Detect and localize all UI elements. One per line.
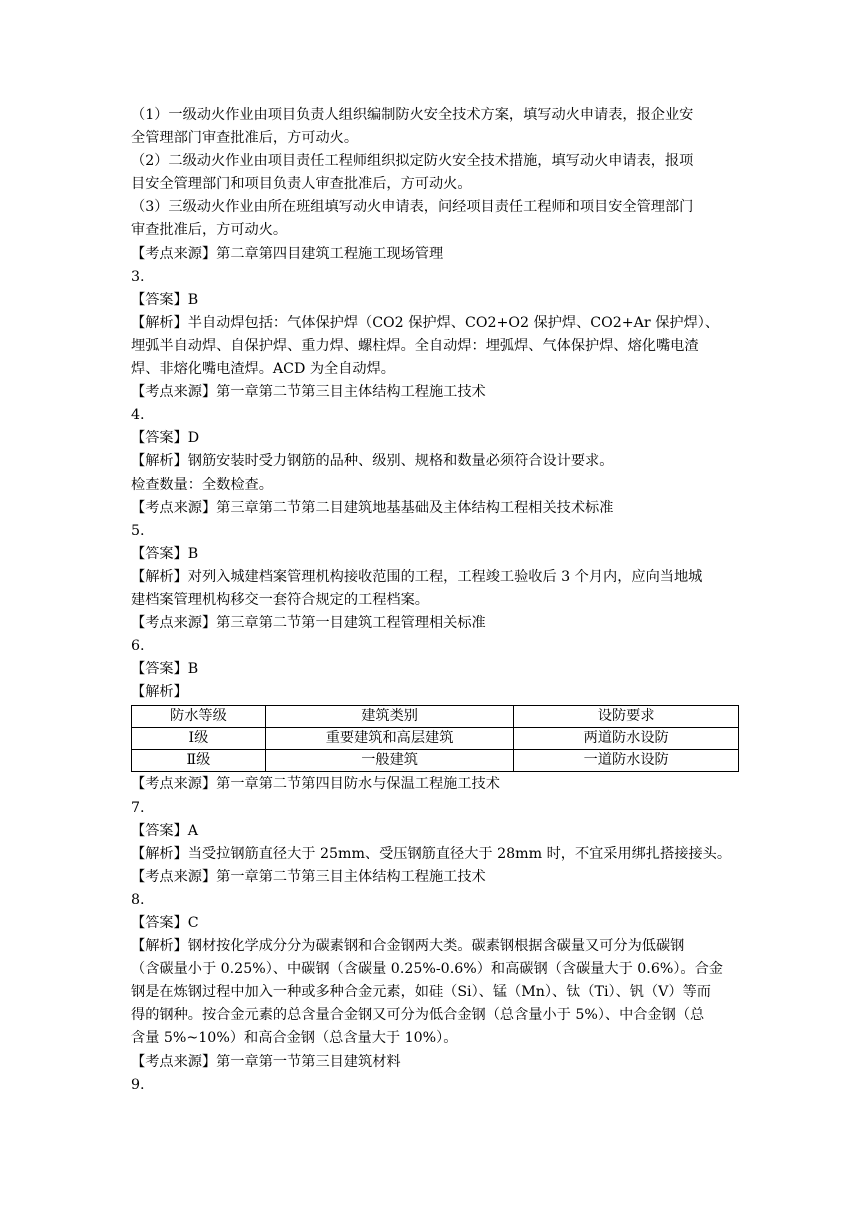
text-line: （2）二级动火作业由项目责任工程师组织拟定防火安全技术措施，填写动火申请表，报项 — [131, 153, 694, 170]
table-cell: 重要建筑和高层建筑 — [265, 728, 514, 750]
analysis-line: 【解析】对列入城建档案管理机构接收范围的工程，工程竣工验收后 3 个月内，应向当地城 — [131, 568, 703, 585]
table-row — [132, 750, 739, 772]
analysis-line: 【解析】钢材按化学成分分为碳素钢和合金钢两大类。碳素钢根据含碳量又可分为低碳钢 — [131, 938, 685, 955]
source-line: 【考点来源】第一章第一节第三目建筑材料 — [131, 1053, 401, 1070]
source-line: 【考点来源】第三章第二节第二目建筑地基基础及主体结构工程相关技术标准 — [131, 499, 614, 516]
table-cell: 一般建筑 — [265, 750, 514, 772]
question-number: 6. — [131, 638, 145, 655]
text-line: 得的钢种。按合金元素的总含量合金钢又可分为低合金钢（总含量小于 5%）、中合金钢（总 — [131, 1007, 705, 1024]
question-number: 7. — [131, 799, 145, 816]
text-line: （3）三级动火作业由所在班组填写动火申请表，问经项目责任工程师和项目安全管理部门 — [131, 199, 694, 216]
question-number: 3. — [131, 268, 145, 285]
text-line: 审查批准后，方可动火。 — [131, 222, 288, 239]
source-line: 【考点来源】第一章第二节第三目主体结构工程施工技术 — [131, 868, 486, 885]
text-line: 焊、非熔化嘴电渣焊。ACD 为全自动焊。 — [131, 361, 395, 378]
question-number: 4. — [131, 407, 145, 424]
source-line: 【考点来源】第一章第二节第四目防水与保温工程施工技术 — [131, 776, 500, 793]
text-block-1 — [131, 104, 741, 704]
text-line: 目安全管理部门和项目负责人审查批准后，方可动火。 — [131, 176, 472, 193]
answer-line: 【答案】C — [131, 915, 199, 931]
text-line: （1）一级动火作业由项目负责人组织编制防火安全技术方案，填写动火申请表，报企业安 — [131, 107, 694, 123]
text-line: 含量 5%~10%）和高合金钢（总含量大于 10%）。 — [131, 1030, 458, 1047]
table-header-cell: 防水等级 — [132, 706, 266, 728]
table-cell: 一道防水设防 — [514, 750, 739, 772]
answer-line: 【答案】B — [131, 291, 199, 308]
analysis-line: 【解析】当受拉钢筋直径大于 25mm、受压钢筋直径大于 28mm 时，不宜采用绑扎搭接接头。 — [131, 845, 732, 862]
table-cell: 两道防水设防 — [514, 728, 739, 750]
text-line: 全管理部门审查批准后，方可动火。 — [131, 130, 359, 147]
answer-line: 【答案】D — [131, 430, 200, 447]
question-number: 5. — [131, 522, 145, 539]
text-line: （含碳量小于 0.25%）、中碳钢（含碳量 0.25%-0.6%）和高碳钢（含碳量大于 0.6%）。合金 — [131, 961, 723, 978]
text-line: 埋弧半自动焊、自保护焊、重力焊、螺柱焊。全自动焊：埋弧焊、气体保护焊、熔化嘴电渣 — [131, 337, 699, 354]
question-number: 9. — [131, 1076, 145, 1093]
table-cell: Ⅱ级 — [132, 750, 266, 772]
source-line: 【考点来源】第二章第四目建筑工程施工现场管理 — [131, 245, 444, 262]
source-line: 【考点来源】第一章第二节第三目主体结构工程施工技术 — [131, 384, 486, 401]
text-block-2 — [131, 773, 741, 1096]
table-cell: Ⅰ级 — [132, 728, 266, 750]
text-line: 钢是在炼钢过程中加入一种或多种合金元素，如硅（Si）、锰（Mn）、钛（Ti）、钒（V）等而 — [131, 984, 711, 1001]
source-line: 【考点来源】第三章第二节第一目建筑工程管理相关标准 — [131, 615, 486, 632]
answer-line: 【答案】A — [131, 822, 198, 839]
table-row — [132, 728, 739, 750]
document-page — [131, 104, 741, 1097]
analysis-line: 【解析】 — [131, 684, 188, 701]
table-header-row — [132, 706, 739, 728]
waterproof-requirements-table — [131, 705, 739, 772]
analysis-line: 【解析】钢筋安装时受力钢筋的品种、级别、规格和数量必须符合设计要求。 — [131, 453, 614, 470]
question-number: 8. — [131, 891, 145, 908]
analysis-line: 【解析】半自动焊包括：气体保护焊（CO2 保护焊、CO2+O2 保护焊、CO2+Ar 保护焊）、 — [131, 314, 720, 331]
table-header-cell: 建筑类别 — [265, 706, 514, 728]
answer-line: 【答案】B — [131, 545, 199, 562]
answer-line: 【答案】B — [131, 661, 199, 678]
table-header-cell: 设防要求 — [514, 706, 739, 728]
text-line: 建档案管理机构移交一套符合规定的工程档案。 — [131, 591, 429, 608]
text-line: 检查数量：全数检查。 — [131, 476, 273, 493]
